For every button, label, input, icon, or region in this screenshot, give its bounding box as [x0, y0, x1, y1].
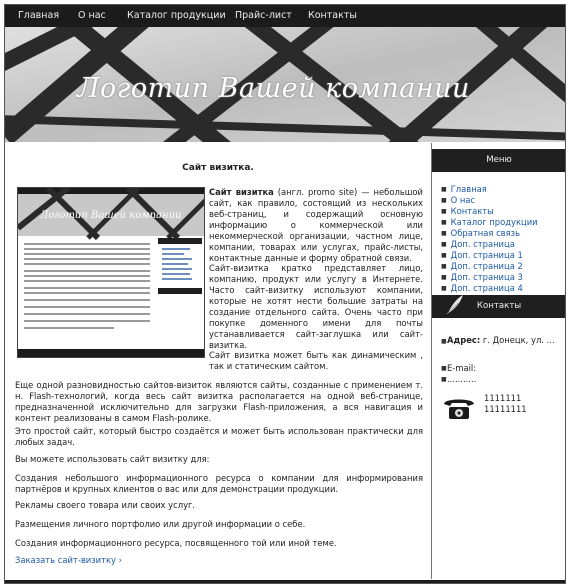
address-bullet: ■ — [441, 338, 447, 345]
paragraph-8: Рекламы своего товара или своих услуг. — [15, 500, 196, 510]
sidebar-item-extra-3[interactable]: ■ Доп. страница 3 — [441, 272, 565, 283]
email-label: E-mail: — [447, 363, 477, 373]
site-preview-drawing — [18, 188, 204, 357]
sidebar-item-extra-2[interactable]: ■ Доп. страница 2 — [441, 261, 565, 272]
paragraph-7: Создания небольшого информационного ресурса о компании для информирования партнёров и крупных клиентов о вас или для демонстрации продукции. — [15, 473, 423, 494]
nav-about[interactable]: О нас — [78, 10, 106, 21]
site-preview-image — [17, 187, 205, 358]
contacts-title: Контакты — [476, 301, 522, 311]
paragraph-2: Сайт-визитка кратко представляет лицо, компанию, продукт или услугу в Интернете. Часто сайт-визитку используют компании, которые не хотят нести большие затраты на создание отдельного сайта. Очень часто при покупке доменного имени для почты устанавливается сайт-заглушка или сайт-визитка. — [209, 263, 423, 350]
main-content — [8, 143, 428, 579]
email-value-bullet: ■ — [441, 376, 447, 383]
menu-header: Меню — [432, 149, 566, 172]
intro-definition: (англ. promo site) — небольшой сайт, как правило, состоящий из нескольких веб-страниц, и содержащий основную информацию о коммерческой или некоммерческой организации, частном лице, компании, товарах или услугах, прайс-листы, контактные данные и форму обратной связи. — [209, 187, 423, 263]
contacts-header — [432, 295, 566, 318]
page-frame — [4, 4, 566, 584]
telephone-icon — [442, 395, 476, 421]
sidebar-item-home[interactable]: ■ Главная — [441, 184, 565, 195]
sidebar — [431, 143, 566, 579]
top-nav — [5, 5, 565, 27]
company-logo-text: Логотип Вашей компании — [77, 73, 470, 104]
footer-bar — [5, 580, 565, 584]
header-banner — [5, 27, 565, 142]
feather-icon — [444, 293, 466, 315]
sidebar-item-extra-4[interactable]: ■ Доп. страница 4 — [441, 283, 565, 294]
intro-term: Сайт визитка — [209, 187, 274, 197]
paragraph-4: Еще одной разновидностью сайтов-визиток являются сайты, созданные с применением т. н. Flash-технологий, когда весь сайт визитка располагается на одной веб-странице, предназначенной исключительно для загрузки Flash-приложения, а вся навигация и контент реализованы в самом Flash-ролике. — [15, 380, 423, 423]
nav-home[interactable]: Главная — [18, 10, 60, 21]
phone-number-1: 1111111 — [484, 393, 522, 403]
nav-contacts[interactable]: Контакты — [308, 10, 357, 21]
nav-catalog[interactable]: Каталог продукции — [127, 10, 226, 21]
paragraph-5: Это простой сайт, который быстро создаётся и может быть использован практически для любых задач. — [15, 426, 423, 447]
phone-number-2: 11111111 — [484, 404, 527, 414]
content-title: Сайт визитка. — [182, 163, 254, 173]
address-block — [447, 335, 557, 346]
sidebar-item-about[interactable]: ■ О нас — [441, 195, 565, 206]
sidebar-item-extra-1[interactable]: ■ Доп. страница 1 — [441, 250, 565, 261]
sidebar-item-catalog[interactable]: ■ Каталог продукции — [441, 217, 565, 228]
email-bullet: ■ — [441, 365, 447, 372]
email-value[interactable]: ........... — [447, 374, 477, 384]
nav-price[interactable]: Прайс-лист — [235, 10, 292, 21]
paragraph-10: Создания информационного ресурса, посвященного той или иной теме. — [15, 538, 337, 548]
address-value: г. Донецк, ул. ... — [480, 335, 555, 345]
paragraph-3: Сайт визитка может быть как динамическим , так и статическим сайтом. — [209, 350, 423, 371]
sidebar-item-extra[interactable]: ■ Доп. страница — [441, 239, 565, 250]
intro-paragraph — [209, 187, 423, 264]
sidebar-item-contacts[interactable]: ■ Контакты — [441, 206, 565, 217]
paragraph-9: Размещения личного портфолио или другой информации о себе. — [15, 519, 306, 529]
address-label: Адрес: — [447, 335, 481, 345]
sidebar-menu — [441, 184, 565, 294]
paragraph-6: Вы можете использовать сайт визитку для: — [15, 454, 210, 464]
order-site-link[interactable]: Заказать сайт-визитку › — [15, 555, 123, 565]
svg-text:Логотип Вашей компании: Логотип Вашей компании — [40, 210, 182, 221]
sidebar-item-feedback[interactable]: ■ Обратная связь — [441, 228, 565, 239]
